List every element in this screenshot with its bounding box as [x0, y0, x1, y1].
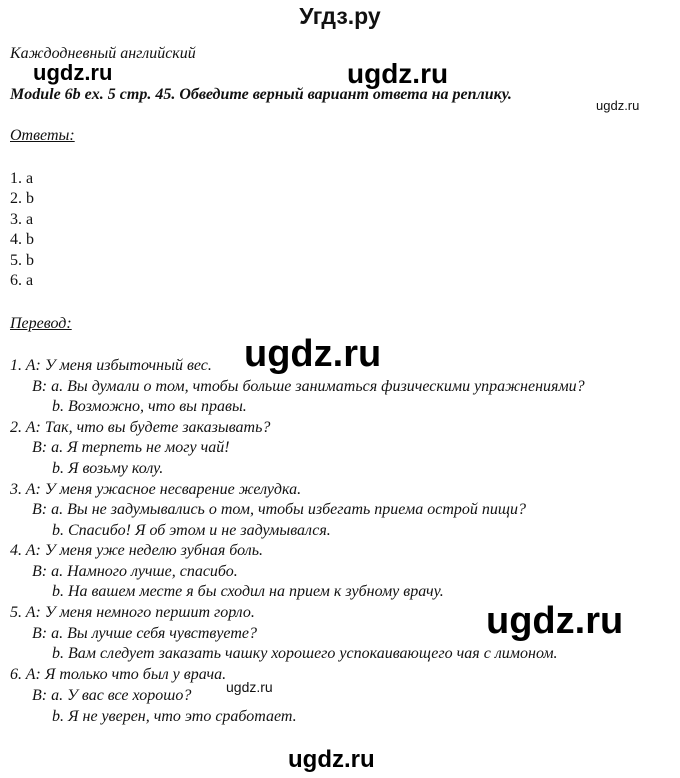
dialogue-line: B: a. Я терпеть не могу чай! — [32, 439, 230, 456]
answer-item: 3. a — [10, 211, 34, 228]
dialogue-line: 3. A: У меня ужасное несварение желудка. — [10, 481, 302, 498]
dialogue-line: b. Я не уверен, что это сработает. — [52, 708, 297, 725]
dialogue-line: B: a. Вы лучше себя чувствуете? — [32, 625, 257, 642]
dialogue-line: 4. A: У меня уже неделю зубная боль. — [10, 542, 263, 559]
dialogue-line: b. Вам следует заказать чашку хорошего успокаивающего чая с лимоном. — [52, 645, 558, 662]
dialogue-line: 6. A: Я только что был у врача. — [10, 666, 227, 683]
dialogue-line: b. Спасибо! Я об этом и не задумывался. — [52, 522, 331, 539]
watermark: ugdz.ru — [33, 60, 113, 85]
dialogue-line: B: a. Вы не задумывались о том, чтобы избегать приема острой пищи? — [32, 501, 526, 518]
dialogue-line: b. Я возьму колу. — [52, 460, 164, 477]
answer-item: 4. b — [10, 231, 34, 248]
subject-line: Каждодневный английский — [10, 45, 196, 62]
dialogue-line: b. На вашем месте я бы сходил на прием к зубному врачу. — [52, 583, 444, 600]
answer-item: 6. a — [10, 272, 34, 289]
dialogue-line: B: a. У вас все хорошо? — [32, 687, 192, 704]
dialogue-line: 2. A: Так, что вы будете заказывать? — [10, 419, 271, 436]
watermark: ugdz.ru — [226, 679, 273, 695]
translation-heading: Перевод: — [10, 315, 72, 332]
watermark: ugdz.ru — [486, 600, 624, 642]
watermark: ugdz.ru — [244, 333, 382, 375]
answer-item: 1. a — [10, 170, 34, 187]
site-title: Угдз.ру — [299, 3, 381, 29]
task-line: Module 6b ex. 5 стр. 45. Обведите верный вариант ответа на реплику. — [10, 86, 512, 103]
answers-heading: Ответы: — [10, 127, 75, 144]
answer-item: 5. b — [10, 252, 34, 269]
answer-item: 2. b — [10, 190, 34, 207]
dialogue-line: b. Возможно, что вы правы. — [52, 398, 247, 415]
watermark: ugdz.ru — [596, 98, 640, 113]
dialogue-line: 5. A: У меня немного першит горло. — [10, 604, 255, 621]
dialogue-line: B: a. Намного лучше, спасибо. — [32, 563, 238, 580]
dialogue-line: 1. A: У меня избыточный вес. — [10, 357, 212, 374]
dialogue-line: B: a. Вы думали о том, чтобы больше заниматься физическими упражнениями? — [32, 378, 585, 395]
watermark: ugdz.ru — [288, 746, 375, 773]
watermark: ugdz.ru — [347, 58, 449, 89]
